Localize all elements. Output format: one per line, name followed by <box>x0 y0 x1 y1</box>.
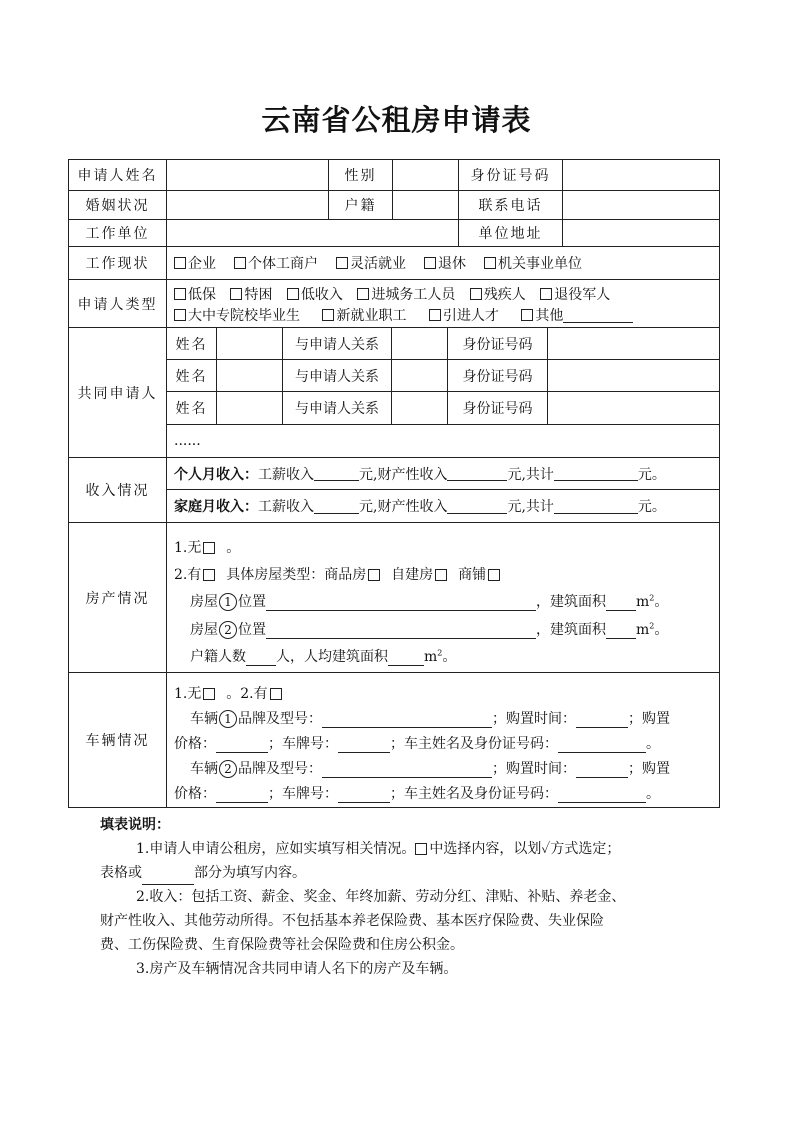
co-applicant-label: 共同申请人 <box>69 328 167 458</box>
checkbox-icon[interactable] <box>336 257 348 269</box>
gender-field[interactable] <box>393 160 459 191</box>
applicant-type-options <box>167 280 719 328</box>
checkbox-icon[interactable] <box>470 288 482 300</box>
applicant-type-option[interactable]: 残疾人 <box>470 284 526 304</box>
circled-number-icon: 2 <box>219 760 237 778</box>
vehicle-1-time-blank[interactable] <box>576 713 628 728</box>
gender-label: 性别 <box>329 160 393 191</box>
applicant-name-field[interactable] <box>167 160 329 191</box>
work-status-option-3[interactable]: 退休 <box>424 253 466 273</box>
personal-total-blank[interactable] <box>554 466 638 481</box>
checkbox-icon[interactable] <box>357 288 369 300</box>
vehicle-content <box>167 673 719 807</box>
id-number-label: 身份证号码 <box>459 160 563 191</box>
form-title: 云南省公租房申请表 <box>261 103 532 137</box>
phone-field[interactable] <box>563 191 719 220</box>
instructions-heading: 填表说明： <box>100 817 170 833</box>
work-unit-field[interactable] <box>167 220 459 247</box>
instruction-2: 2.收入：包括工资、薪金、奖金、年终加薪、劳动分红、津贴、补贴、养老金、 <box>136 889 626 905</box>
house-2-area-blank[interactable] <box>606 624 636 639</box>
work-unit-label: 工作单位 <box>69 220 167 247</box>
applicant-type-option[interactable]: 特困 <box>230 284 272 304</box>
checkbox-icon[interactable] <box>270 688 282 700</box>
checkbox-icon[interactable] <box>234 257 246 269</box>
co-name-field[interactable] <box>217 392 283 425</box>
applicant-type-option[interactable]: 其他 <box>521 305 633 325</box>
vehicle-2-price-line: 价格： ；车牌号： ；车主姓名及身份证号码： 。 <box>174 786 660 802</box>
house-2-line: 房屋 2 位置 ，建筑面积 $m^2$。 <box>190 621 669 638</box>
co-name-field[interactable] <box>217 360 283 392</box>
co-relation-label: 与申请人关系 <box>283 392 392 425</box>
house-1-area-blank[interactable] <box>606 596 636 611</box>
house-1-location-blank[interactable] <box>266 596 536 611</box>
hukou-field[interactable] <box>393 191 459 220</box>
family-total-blank[interactable] <box>554 499 638 514</box>
work-status-option-4[interactable]: 机关事业单位 <box>484 253 582 273</box>
instruction-3: 3.房产及车辆情况含共同申请人名下的房产及车辆。 <box>136 961 458 977</box>
id-number-field[interactable] <box>563 160 719 191</box>
vehicle-2-brand-blank[interactable] <box>322 763 492 778</box>
co-name-label: 姓名 <box>167 328 217 360</box>
property-label: 房产情况 <box>69 523 167 673</box>
checkbox-icon[interactable] <box>203 688 215 700</box>
applicant-type-row-2 <box>174 305 651 325</box>
co-name-label: 姓名 <box>167 392 217 425</box>
vehicle-1-owner-blank[interactable] <box>558 738 646 753</box>
vehicle-1-brand-blank[interactable] <box>322 713 492 728</box>
vehicle-2-time-blank[interactable] <box>576 763 628 778</box>
work-status-option-0[interactable]: 企业 <box>174 253 216 273</box>
application-form <box>68 159 720 808</box>
marital-field[interactable] <box>167 191 329 220</box>
vehicle-1-plate-blank[interactable] <box>338 738 390 753</box>
instructions <box>100 813 720 981</box>
hukou-label: 户籍 <box>329 191 393 220</box>
co-name-field[interactable] <box>217 328 283 360</box>
personal-salary-blank[interactable] <box>314 466 359 481</box>
co-relation-label: 与申请人关系 <box>283 360 392 392</box>
checkbox-icon[interactable] <box>174 309 186 321</box>
family-property-income-blank[interactable] <box>447 499 507 514</box>
checkbox-icon[interactable] <box>230 288 242 300</box>
checkbox-icon[interactable] <box>368 569 380 581</box>
vehicle-2-plate-blank[interactable] <box>338 788 390 803</box>
instruction-2-cont: 财产性收入、其他劳动所得。不包括基本养老保险费、基本医疗保险费、失业保险 <box>100 913 604 929</box>
applicant-type-option[interactable]: 退役军人 <box>540 284 610 304</box>
co-id-field[interactable] <box>548 360 719 392</box>
personal-income-row: 个人月收入： 工薪收入 元,财产性收入 元,共计 元。 <box>167 458 719 490</box>
vehicle-none-line: 1.无 。2.有 <box>174 683 284 703</box>
vehicle-label: 车辆情况 <box>69 673 167 807</box>
personal-property-income-blank[interactable] <box>447 466 507 481</box>
property-content <box>167 523 719 673</box>
checkbox-icon[interactable] <box>540 288 552 300</box>
co-relation-label: 与申请人关系 <box>283 328 392 360</box>
applicant-name-label: 申请人姓名 <box>69 160 167 191</box>
checkbox-icon <box>415 843 427 855</box>
hukou-count-line: 户籍人数 人，人均建筑面积 $m^2$。 <box>190 648 457 665</box>
co-id-field[interactable] <box>548 328 719 360</box>
property-has-line: 2.有 具体房屋类型：商品房 自建房 商铺 <box>174 564 502 584</box>
family-income-label: 家庭月收入： <box>174 499 258 515</box>
checkbox-icon[interactable] <box>521 309 533 321</box>
checkbox-icon[interactable] <box>435 569 447 581</box>
checkbox-icon[interactable] <box>424 257 436 269</box>
applicant-type-option[interactable]: 大中专院校毕业生 <box>174 305 300 325</box>
vehicle-2-price-blank[interactable] <box>216 788 268 803</box>
house-2-location-blank[interactable] <box>266 624 536 639</box>
instruction-1-cont: 表格或 部分为填写内容。 <box>100 861 720 885</box>
family-salary-blank[interactable] <box>314 499 359 514</box>
checkbox-icon[interactable] <box>287 288 299 300</box>
marital-label: 婚姻状况 <box>69 191 167 220</box>
co-applicant-more: ...... <box>167 425 719 458</box>
instruction-1: 1.申请人申请公租房，应如实填写相关情况。 中选择内容，以划✓方式选定； <box>136 841 621 857</box>
checkbox-icon[interactable] <box>429 309 441 321</box>
vehicle-2-line: 车辆 2 品牌及型号： ；购置时间： ；购置 <box>190 761 670 777</box>
applicant-type-option[interactable]: 进城务工人员 <box>357 284 455 304</box>
checkbox-icon[interactable] <box>203 542 215 554</box>
income-label: 收入情况 <box>69 458 167 523</box>
work-status-option-2[interactable]: 灵活就业 <box>336 253 406 273</box>
checkbox-icon[interactable] <box>203 569 215 581</box>
applicant-type-option[interactable]: 低保 <box>174 284 216 304</box>
work-status-label: 工作现状 <box>69 247 167 280</box>
instruction-2-cont: 费、工伤保险费、生育保险费等社会保险费和住房公积金。 <box>100 937 464 953</box>
checkbox-icon[interactable] <box>484 257 496 269</box>
applicant-type-row-1 <box>174 284 610 304</box>
checkbox-icon[interactable] <box>174 288 186 300</box>
work-status-option-1[interactable]: 个体工商户 <box>234 253 318 273</box>
applicant-type-label: 申请人类型 <box>69 280 167 328</box>
applicant-type-option[interactable]: 引进人才 <box>429 305 499 325</box>
other-blank[interactable] <box>563 308 633 323</box>
vehicle-2-owner-blank[interactable] <box>558 788 646 803</box>
unit-address-label: 单位地址 <box>459 220 563 247</box>
work-status-options <box>167 247 719 280</box>
co-id-field[interactable] <box>548 392 719 425</box>
house-1-line: 房屋 1 位置 ，建筑面积 $m^2$。 <box>190 593 669 610</box>
vehicle-1-price-line: 价格： ；车牌号： ；车主姓名及身份证号码： 。 <box>174 736 660 752</box>
hukou-count-blank[interactable] <box>246 651 276 666</box>
co-id-label: 身份证号码 <box>448 360 548 392</box>
co-name-label: 姓名 <box>167 360 217 392</box>
co-relation-field[interactable] <box>392 328 448 360</box>
applicant-type-option[interactable]: 低收入 <box>287 284 343 304</box>
circled-number-icon: 1 <box>219 593 237 611</box>
blank-line-sample <box>142 870 194 885</box>
family-income-row: 家庭月收入： 工薪收入 元,财产性收入 元,共计 元。 <box>167 490 719 523</box>
co-id-label: 身份证号码 <box>448 328 548 360</box>
co-relation-field[interactable] <box>392 360 448 392</box>
checkbox-icon[interactable] <box>488 569 500 581</box>
co-id-label: 身份证号码 <box>448 392 548 425</box>
vehicle-1-price-blank[interactable] <box>216 738 268 753</box>
applicant-type-option[interactable]: 新就业职工 <box>322 305 406 325</box>
circled-number-icon: 2 <box>219 621 237 639</box>
checkbox-icon[interactable] <box>174 257 186 269</box>
vehicle-1-line: 车辆 1 品牌及型号： ；购置时间： ；购置 <box>190 711 670 727</box>
unit-address-field[interactable] <box>563 220 719 247</box>
checkbox-icon[interactable] <box>322 309 334 321</box>
co-relation-field[interactable] <box>392 392 448 425</box>
property-none-line: 1.无 。 <box>174 540 241 556</box>
per-capita-area-blank[interactable] <box>388 651 424 666</box>
circled-number-icon: 1 <box>219 710 237 728</box>
personal-income-label: 个人月收入： <box>174 466 258 483</box>
phone-label: 联系电话 <box>459 191 563 220</box>
